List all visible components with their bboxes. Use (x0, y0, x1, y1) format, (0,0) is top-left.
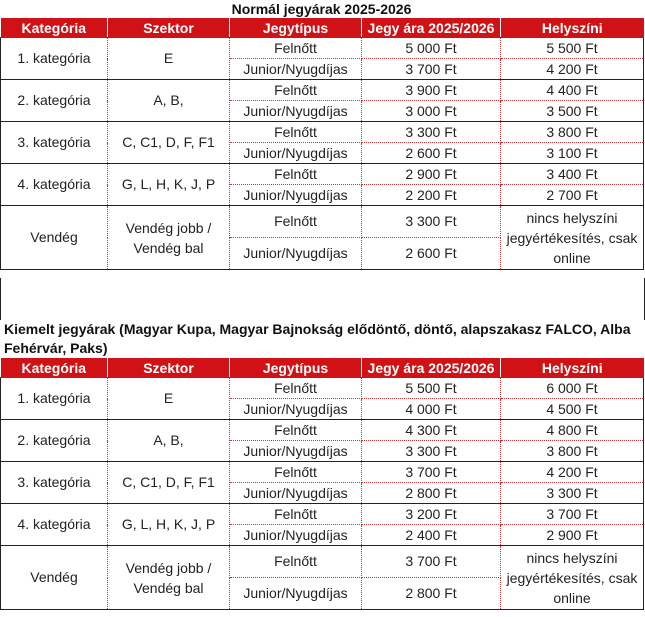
onsite-cell: 4 200 Ft (501, 59, 644, 80)
header-sector: Szektor (108, 18, 230, 38)
table-row (1, 504, 644, 525)
sector-cell: Vendég jobb / Vendég bal (108, 206, 230, 270)
ticket-type-cell: Felnőtt (230, 206, 362, 238)
category-cell: Vendég (1, 546, 108, 610)
price-cell: 3 000 Ft (362, 101, 501, 122)
table-row (1, 462, 644, 483)
price-cell: 3 200 Ft (362, 504, 501, 525)
price-cell: 3 300 Ft (362, 122, 501, 143)
price-cell: 2 600 Ft (362, 238, 501, 270)
ticket-type-cell: Junior/Nyugdíjas (230, 185, 362, 206)
onsite-cell: 6 000 Ft (501, 378, 644, 399)
category-cell: 4. kategória (1, 164, 108, 206)
ticket-type-cell: Junior/Nyugdíjas (230, 101, 362, 122)
sector-cell: C, C1, D, F, F1 (108, 122, 230, 164)
header-onsite: Helyszíni (501, 358, 644, 378)
onsite-cell: 4 500 Ft (501, 399, 644, 420)
onsite-cell: 5 500 Ft (501, 38, 644, 59)
onsite-cell: 2 700 Ft (501, 185, 644, 206)
onsite-cell: 3 300 Ft (501, 483, 644, 504)
header-category: Kategória (1, 358, 108, 378)
ticket-type-cell: Felnőtt (230, 122, 362, 143)
ticket-type-cell: Junior/Nyugdíjas (230, 399, 362, 420)
table-row (1, 206, 644, 238)
ticket-type-cell: Felnőtt (230, 504, 362, 525)
section-spacer (0, 278, 645, 320)
price-cell: 4 300 Ft (362, 420, 501, 441)
price-cell: 3 300 Ft (362, 441, 501, 462)
ticket-type-cell: Junior/Nyugdíjas (230, 483, 362, 504)
price-cell: 5 000 Ft (362, 38, 501, 59)
ticket-type-cell: Felnőtt (230, 546, 362, 578)
sector-cell: G, L, H, K, J, P (108, 504, 230, 546)
header-price: Jegy ára 2025/2026 (362, 18, 501, 38)
onsite-cell: 3 800 Ft (501, 122, 644, 143)
onsite-cell: 3 100 Ft (501, 143, 644, 164)
sector-cell: C, C1, D, F, F1 (108, 462, 230, 504)
onsite-cell: 3 800 Ft (501, 441, 644, 462)
onsite-cell: 3 400 Ft (501, 164, 644, 185)
sector-cell: A, B, (108, 420, 230, 462)
price-cell: 2 400 Ft (362, 525, 501, 546)
onsite-cell: 3 500 Ft (501, 101, 644, 122)
ticket-type-cell: Junior/Nyugdíjas (230, 238, 362, 270)
price-cell: 4 000 Ft (362, 399, 501, 420)
featured-prices-section (0, 320, 643, 610)
sector-cell: G, L, H, K, J, P (108, 164, 230, 206)
category-cell: 2. kategória (1, 80, 108, 122)
price-cell: 5 500 Ft (362, 378, 501, 399)
price-cell: 3 700 Ft (362, 546, 501, 578)
ticket-type-cell: Felnőtt (230, 164, 362, 185)
table-header-row (1, 358, 644, 378)
header-ticket-type: Jegytípus (230, 18, 362, 38)
category-cell: 1. kategória (1, 38, 108, 80)
table-row (1, 38, 644, 59)
ticket-type-cell: Junior/Nyugdíjas (230, 525, 362, 546)
onsite-cell: 2 900 Ft (501, 525, 644, 546)
ticket-type-cell: Felnőtt (230, 378, 362, 399)
price-cell: 3 900 Ft (362, 80, 501, 101)
ticket-type-cell: Junior/Nyugdíjas (230, 578, 362, 610)
normal-prices-section (0, 0, 643, 270)
onsite-cell: 4 800 Ft (501, 420, 644, 441)
ticket-type-cell: Felnőtt (230, 420, 362, 441)
section-title: Kiemelt jegyárak (Magyar Kupa, Magyar Bajnokság elődöntő, döntő, alapszakasz FALCO, Alba Fehérvár, Paks) (4, 321, 631, 356)
table-row (1, 164, 644, 185)
sector-cell: E (108, 378, 230, 420)
ticket-type-cell: Felnőtt (230, 80, 362, 101)
category-cell: 2. kategória (1, 420, 108, 462)
onsite-note-cell: nincs helyszíni jegyértékesítés, csak online (501, 206, 644, 270)
table-row (1, 546, 644, 578)
price-cell: 3 700 Ft (362, 462, 501, 483)
onsite-cell: 4 200 Ft (501, 462, 644, 483)
table-row (1, 378, 644, 399)
table-header-row (1, 18, 644, 38)
ticket-type-cell: Felnőtt (230, 38, 362, 59)
ticket-type-cell: Junior/Nyugdíjas (230, 441, 362, 462)
sector-cell: Vendég jobb / Vendég bal (108, 546, 230, 610)
category-cell: Vendég (1, 206, 108, 270)
price-cell: 2 800 Ft (362, 578, 501, 610)
price-table (0, 358, 644, 610)
onsite-cell: 3 700 Ft (501, 504, 644, 525)
sector-cell: E (108, 38, 230, 80)
price-cell: 3 700 Ft (362, 59, 501, 80)
ticket-type-cell: Junior/Nyugdíjas (230, 143, 362, 164)
onsite-cell: 4 400 Ft (501, 80, 644, 101)
price-table (0, 18, 644, 270)
category-cell: 3. kategória (1, 462, 108, 504)
price-cell: 2 900 Ft (362, 164, 501, 185)
header-price: Jegy ára 2025/2026 (362, 358, 501, 378)
ticket-type-cell: Junior/Nyugdíjas (230, 59, 362, 80)
price-cell: 2 600 Ft (362, 143, 501, 164)
header-ticket-type: Jegytípus (230, 358, 362, 378)
header-onsite: Helyszíni (501, 18, 644, 38)
table-row (1, 80, 644, 101)
category-cell: 1. kategória (1, 378, 108, 420)
ticket-type-cell: Felnőtt (230, 462, 362, 483)
table-row (1, 122, 644, 143)
sector-cell: A, B, (108, 80, 230, 122)
section-title: Normál jegyárak 2025-2026 (231, 1, 412, 17)
category-cell: 4. kategória (1, 504, 108, 546)
price-cell: 2 800 Ft (362, 483, 501, 504)
header-category: Kategória (1, 18, 108, 38)
header-sector: Szektor (108, 358, 230, 378)
onsite-note-cell: nincs helyszíni jegyértékesítés, csak online (501, 546, 644, 610)
price-cell: 3 300 Ft (362, 206, 501, 238)
category-cell: 3. kategória (1, 122, 108, 164)
price-cell: 2 200 Ft (362, 185, 501, 206)
table-row (1, 420, 644, 441)
